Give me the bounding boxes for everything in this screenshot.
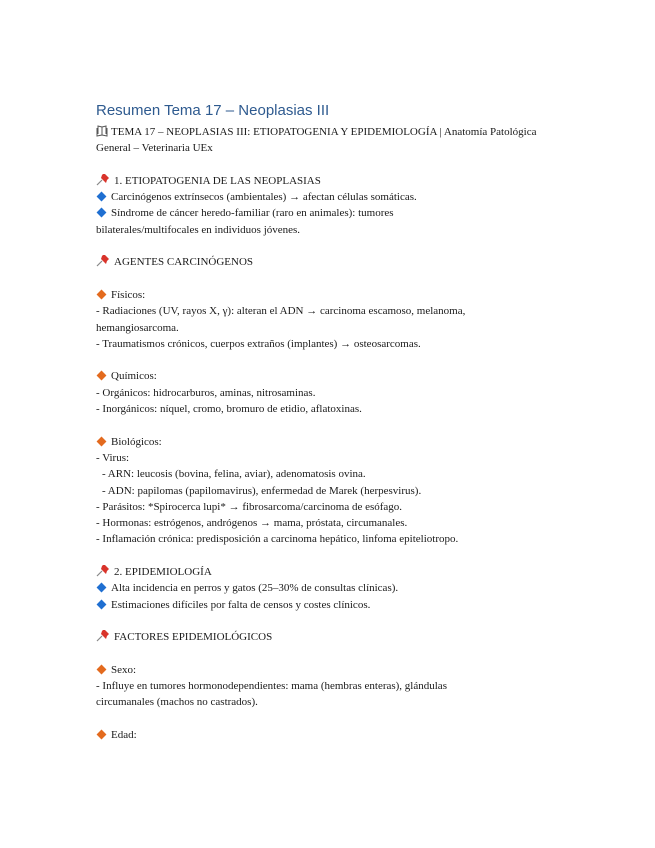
- list-item: hemangiosarcoma.: [96, 321, 179, 334]
- list-item: - Virus:: [96, 451, 130, 464]
- list-item: - Traumatismos crónicos, cuerpos extraños (implantes) → osteosarcomas.: [96, 337, 421, 350]
- open-book-icon: [96, 125, 108, 137]
- list-item: - Parásitos: *Spirocerca lupi* → fibrosarcoma/carcinoma de esófago.: [96, 500, 403, 513]
- bullet-carcinogenos: Carcinógenos extrínsecos (ambientales) → afectan células somáticas.: [96, 189, 556, 205]
- pushpin-icon: [96, 565, 110, 577]
- subheading-fisicos: Físicos:: [96, 287, 556, 303]
- bullet-sindrome: Síndrome de cáncer heredo-familiar (raro en animales): tumores: [96, 205, 556, 221]
- orange-diamond-icon: [97, 436, 107, 446]
- list-item: - Radiaciones (UV, rayos X, γ): alteran el ADN → carcinoma escamoso, melanoma,: [96, 305, 466, 318]
- section-heading-epidemiologia: 2. EPIDEMIOLOGÍA: [96, 564, 556, 580]
- header-line-2: General – Veterinaria UEx: [96, 142, 213, 155]
- orange-diamond-icon: [97, 730, 107, 740]
- header-line-1: TEMA 17 – NEOPLASIAS III: ETIOPATOGENIA Y EPIDEMIOLOGÍA | Anatomía Patológica: [111, 126, 537, 138]
- list-item: - Influye en tumores hormonodependientes: mama (hembras enteras), glándulas: [96, 680, 447, 693]
- subheading-edad: Edad:: [96, 727, 556, 743]
- pushpin-icon: [96, 255, 110, 267]
- pushpin-icon: [96, 630, 110, 642]
- blue-diamond-icon: [97, 192, 107, 202]
- header-line: [96, 124, 556, 140]
- section-heading-factores: FACTORES EPIDEMIOLÓGICOS: [96, 629, 556, 645]
- section-heading-agentes: AGENTES CARCINÓGENOS: [96, 254, 556, 270]
- subheading-sexo: Sexo:: [96, 662, 556, 678]
- list-item: - Inorgánicos: níquel, cromo, bromuro de etidio, aflatoxinas.: [96, 403, 362, 416]
- list-item: circumanales (machos no castrados).: [96, 696, 258, 709]
- blue-diamond-icon: [97, 583, 107, 593]
- list-item: - Hormonas: estrógenos, andrógenos → mama, próstata, circumanales.: [96, 517, 408, 530]
- blue-diamond-icon: [97, 599, 107, 609]
- document-page: [96, 100, 556, 743]
- subheading-biologicos: Biológicos:: [96, 434, 556, 450]
- bullet-incidencia: Alta incidencia en perros y gatos (25–30% de consultas clínicas).: [96, 580, 556, 596]
- orange-diamond-icon: [97, 290, 107, 300]
- list-item: - ARN: leucosis (bovina, felina, aviar), adenomatosis ovina.: [102, 468, 366, 481]
- section-heading-text: 1. ETIOPATOGENIA DE LAS NEOPLASIAS: [114, 174, 321, 187]
- orange-diamond-icon: [97, 371, 107, 381]
- orange-diamond-icon: [97, 664, 107, 674]
- blue-diamond-icon: [97, 208, 107, 218]
- section-heading-etiopatogenia: [96, 173, 556, 189]
- bullet-estimaciones: Estimaciones difíciles por falta de censos y costes clínicos.: [96, 597, 556, 613]
- list-item: - Inflamación crónica: predisposición a carcinoma hepático, linfoma epiteliotropo.: [96, 533, 459, 546]
- document-title: Resumen Tema 17 – Neoplasias III: [96, 102, 330, 119]
- pushpin-icon: [96, 174, 110, 186]
- bullet-sindrome-cont: bilaterales/multifocales en individuos jóvenes.: [96, 223, 301, 236]
- subheading-quimicos: Químicos:: [96, 368, 556, 384]
- list-item: - ADN: papilomas (papilomavirus), enfermedad de Marek (herpesvirus).: [102, 484, 422, 497]
- list-item: - Orgánicos: hidrocarburos, aminas, nitrosaminas.: [96, 386, 316, 399]
